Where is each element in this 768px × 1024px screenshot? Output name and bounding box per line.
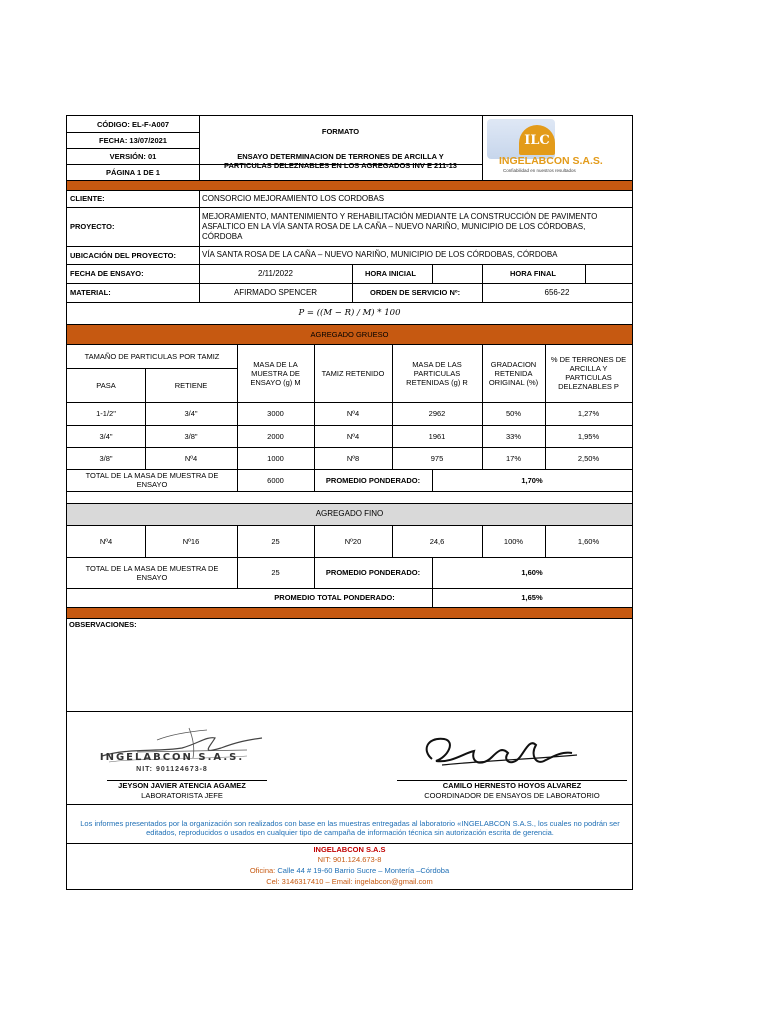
agregado-fino-title: AGREGADO FINO [67,503,632,525]
logo-mark: ILC [524,132,550,148]
header-porcentaje: % DE TERRONES DE ARCILLA Y PARTICULAS DELEZNABLES P [550,355,627,391]
logo-name: INGELABCON S.A.S. [499,155,603,167]
proyecto-value: MEJORAMIENTO, MANTENIMIENTO Y REHABILITACIÓN MEDIANTE LA CONSTRUCCIÓN DE PAVIMENTO ASFALTICO EN LA VÍA SANTA ROSA DE LA CAÑA – NUEVO NARIÑO, MUNICIPIO DE LOS CÓRDOBAS, CÓRDOBA [202,211,598,241]
header-tamano: TAMAÑO DE PARTICULAS POR TAMIZ [84,351,220,361]
cliente-value: CONSORCIO MEJORAMIENTO LOS CORDOBAS [202,193,385,203]
title-line-1: ENSAYO DETERMINACION DE TERRONES DE ARCILLA Y [237,152,444,161]
cell-tamiz: Nº4 [346,409,360,418]
hora-inicial-label: HORA INICIAL [365,269,416,278]
hora-final-label: HORA FINAL [510,269,556,278]
ubicacion-label: UBICACIÓN DEL PROYECTO: [70,250,176,260]
cell-tamiz: Nº8 [346,453,360,463]
fino-total-value: 25 [271,568,280,577]
material-value: AFIRMADO SPENCER [233,287,318,297]
hardhat-icon [519,125,555,155]
right-signer-name: CAMILO HERNESTO HOYOS ALVAREZ [442,781,582,790]
cell-porcentaje: 2,50% [577,453,600,463]
left-signer-role: LABORATORISTA JEFE [141,791,223,800]
grueso-total-label: TOTAL DE LA MASA DE MUESTRA DE ENSAYO [85,471,219,489]
cell-retiene: 3/8" [184,431,198,441]
fecha-label: FECHA: 13/07/2021 [99,135,167,145]
cell-masa: 2000 [267,431,284,441]
cell-tamiz: Nº4 [346,431,360,441]
ubicacion-value: VÍA SANTA ROSA DE LA CAÑA – NUEVO NARIÑO, MUNICIPIO DE LOS CÓRDOBAS, CÓRDOBA [202,250,558,259]
cell-retiene: Nº16 [182,536,200,546]
header-masa-particulas: MASA DE LAS PARTICULAS RETENIDAS (g) R [406,359,468,387]
stamp-nit: NIT: 901124673-8 [136,766,208,773]
fecha-ensayo-value: 2/11/2022 [258,268,293,278]
cell-masa: 3000 [267,409,284,418]
cliente-label: CLIENTE: [70,194,105,203]
left-signer-name: JEYSON JAVIER ATENCIA AGAMEZ [118,781,246,790]
proyecto-label: PROYECTO: [70,222,115,231]
version-label: VERSIÓN: 01 [109,151,157,161]
fino-promedio-value: 1,60% [521,568,543,577]
cell-masa-particulas: 24,6 [429,536,445,546]
disclaimer: Los informes presentados por la organización son realizados con base en las muestras entregadas al laboratorio «INGELABCON S.A.S., los cuales no podrán ser editados, reproducidos o usados en cualquier tipo de campaña de información técnica sin autorización escrita de gerencia. [80,819,620,837]
grueso-promedio-label: PROMEDIO PONDERADO: [325,475,421,485]
cell-retiene: 3/4" [184,409,198,418]
cell-pasa: Nº4 [99,536,113,546]
cell-pasa: 1-1/2" [96,409,116,418]
cell-porcentaje: 1,95% [577,431,600,441]
grueso-promedio-value: 1,70% [521,475,543,485]
right-signer-role: COORDINADOR DE ENSAYOS DE LABORATORIO [424,791,600,800]
title-line-2: PARTICULAS DELEZNABLES EN LOS AGREGADOS INV E 211-13 [224,161,457,170]
fino-total-label: TOTAL DE LA MASA DE MUESTRA DE ENSAYO [85,563,219,582]
agregado-grueso-title: AGREGADO GRUESO [67,325,632,344]
header-gradacion: GRADACION RETENIDA ORIGINAL (%) [488,359,539,387]
cell-gradacion: 33% [505,431,521,441]
cell-gradacion: 100% [503,536,524,546]
header-pasa: PASA [96,380,116,390]
fino-promedio-label: PROMEDIO PONDERADO: [325,568,421,577]
cell-porcentaje: 1,27% [577,409,600,418]
grueso-total-value: 6000 [267,475,284,485]
cell-porcentaje: 1,60% [577,536,600,546]
cell-masa-particulas: 2962 [428,409,446,418]
logo-tagline: Confiabilidad en nuestros resultados [503,168,576,173]
formato-title: FORMATO [321,126,360,136]
orden-label: ORDEN DE SERVICIO Nº: [370,288,461,297]
company-logo [483,117,631,179]
fecha-ensayo-label: FECHA DE ENSAYO: [70,269,144,278]
observaciones-label: OBSERVACIONES: [69,620,137,629]
footer-contact[interactable]: Cel: 3146317410 – Email: ingelabcon@gmail.com [266,877,433,886]
material-label: MATERIAL: [70,288,111,297]
footer-oficina-value: Calle 44 # 19-60 Barrio Sucre – Montería –Córdoba [277,866,450,875]
total-promedio-label: PROMEDIO TOTAL PONDERADO: [274,593,395,602]
stamp-name: INGELABCON S.A.S. [99,752,245,763]
cell-gradacion: 50% [505,409,521,418]
cell-masa: 1000 [267,453,284,463]
cell-pasa: 3/4" [99,431,113,441]
footer-address [67,866,632,875]
cell-tamiz: Nº20 [344,536,362,546]
cell-masa-particulas: 1961 [428,431,446,441]
footer-nit: NIT: 901.124.673-8 [317,855,382,864]
separator-bar [67,180,632,190]
cell-pasa: 3/8" [99,453,113,463]
codigo-label: CÓDIGO: EL-F-A007 [96,119,170,129]
right-signature [412,731,582,781]
cell-gradacion: 17% [505,453,521,463]
formula: P = ((M − R) / M) * 100 [298,308,401,318]
cell-masa: 25 [271,536,280,546]
footer-oficina-label: Oficina: [249,866,276,875]
header-retiene: RETIENE [174,380,208,390]
header-tamiz: TAMIZ RETENIDO [321,368,385,378]
document-title [199,152,482,180]
footer-company: INGELABCON S.A.S [313,845,386,854]
orden-value: 656-22 [544,287,570,297]
separator-bar [67,608,632,618]
total-promedio-value: 1,65% [521,593,543,602]
pagina-label: PÁGINA 1 DE 1 [106,167,160,177]
header-masa: MASA DE LA MUESTRA DE ENSAYO (g) M [250,359,301,387]
cell-retiene: Nº4 [184,453,198,463]
cell-masa-particulas: 975 [430,453,444,463]
report-sheet [66,115,633,890]
